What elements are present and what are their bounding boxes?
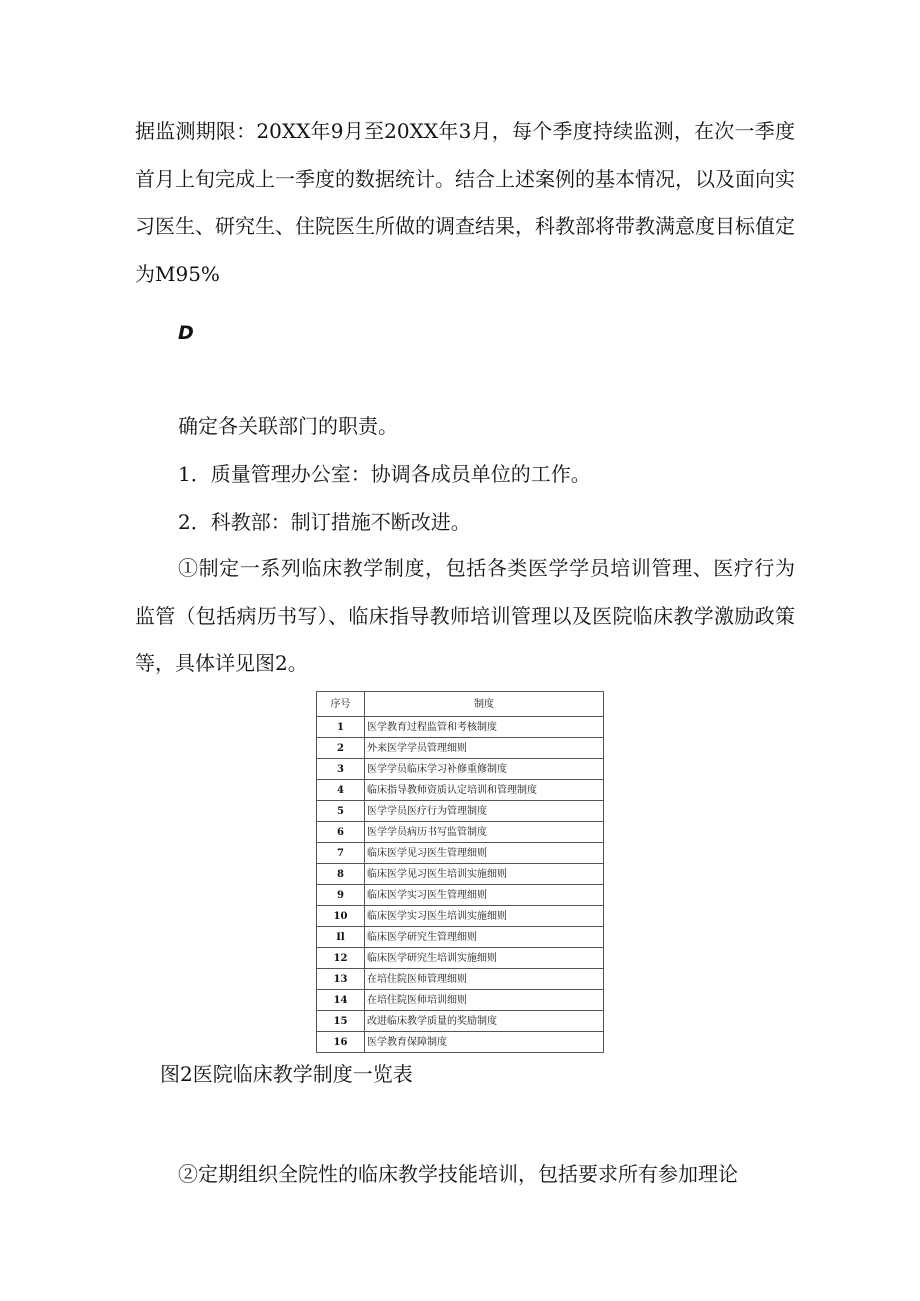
row-number: 6 [317,822,365,843]
row-number: 2 [317,738,365,759]
table-row [317,864,604,885]
row-number: 1 [317,717,365,738]
column-header-regulation: 制度 [365,692,604,717]
figure-caption: 图2医院临床教学制度一览表 [160,1062,413,1086]
row-number: 12 [317,948,365,969]
regulation-name: 在培住院医师管理细则 [365,969,604,990]
row-number: 9 [317,885,365,906]
table-row [317,885,604,906]
table-row [317,780,604,801]
table-row [317,801,604,822]
row-number: 7 [317,843,365,864]
regulation-name: 医学学员临床学习补修重修制度 [365,759,604,780]
table-row [317,1032,604,1053]
regulation-name: 临床医学实习医生管理细则 [365,885,604,906]
row-number: 3 [317,759,365,780]
row-number: 5 [317,801,365,822]
list-item-science-education: 2．科教部：制订措施不断改进。 [178,510,471,534]
list-item-quality-office: 1．质量管理办公室：协调各成员单位的工作。 [178,462,591,486]
monitoring-paragraph: 据监测期限：20XX年9月至20XX年3月，每个季度持续监测，在次一季度首月上旬完成上一季度的数据统计。结合上述案例的基本情况，以及面向实习医生、研究生、住院医生所做的调查结果，科教部将带教满意度目标值定为M95% [135,119,795,286]
column-header-number: 序号 [317,692,365,717]
table-row [317,948,604,969]
table-row [317,927,604,948]
table-row [317,906,604,927]
section-letter: D [178,322,194,344]
table-row [317,759,604,780]
table-row [317,990,604,1011]
regulation-name: 医学学员病历书写监管制度 [365,822,604,843]
regulation-name: 外来医学学员管理细则 [365,738,604,759]
row-number: 8 [317,864,365,885]
row-number: 10 [317,906,365,927]
responsibilities-intro: 确定各关联部门的职责。 [178,414,398,438]
table-body [317,717,604,1053]
training-paragraph: ②定期组织全院性的临床教学技能培训，包括要求所有参加理论 [178,1162,738,1186]
table-row [317,822,604,843]
table-row [317,969,604,990]
row-number: 16 [317,1032,365,1053]
regulation-name: 临床医学实习医生培训实施细则 [365,906,604,927]
regulation-name: 医学教育保障制度 [365,1032,604,1053]
row-number: 13 [317,969,365,990]
row-number: 14 [317,990,365,1011]
regulations-table [316,691,604,1053]
regulation-name: 临床医学研究生培训实施细则 [365,948,604,969]
regulation-name: 改进临床教学质量的奖励制度 [365,1011,604,1032]
regulation-name: 临床医学见习医生培训实施细则 [365,864,604,885]
table-header-row [317,692,604,717]
regulations-paragraph: ①制定一系列临床教学制度，包括各类医学学员培训管理、医疗行为监管（包括病历书写）、临床指导教师培训管理以及医院临床教学激励政策等，具体详见图2。 [135,556,795,675]
regulation-name: 医学教育过程监管和考核制度 [365,717,604,738]
regulation-name: 临床医学见习医生管理细则 [365,843,604,864]
table-row [317,717,604,738]
regulation-name: 在培住院医师培训细则 [365,990,604,1011]
table-row [317,1011,604,1032]
regulation-name: 临床医学研究生管理细则 [365,927,604,948]
row-number: Il [317,927,365,948]
row-number: 4 [317,780,365,801]
table-row [317,738,604,759]
table-row [317,843,604,864]
row-number: 15 [317,1011,365,1032]
regulation-name: 医学学员医疗行为管理制度 [365,801,604,822]
regulation-name: 临床指导教师资质认定培训和管理制度 [365,780,604,801]
